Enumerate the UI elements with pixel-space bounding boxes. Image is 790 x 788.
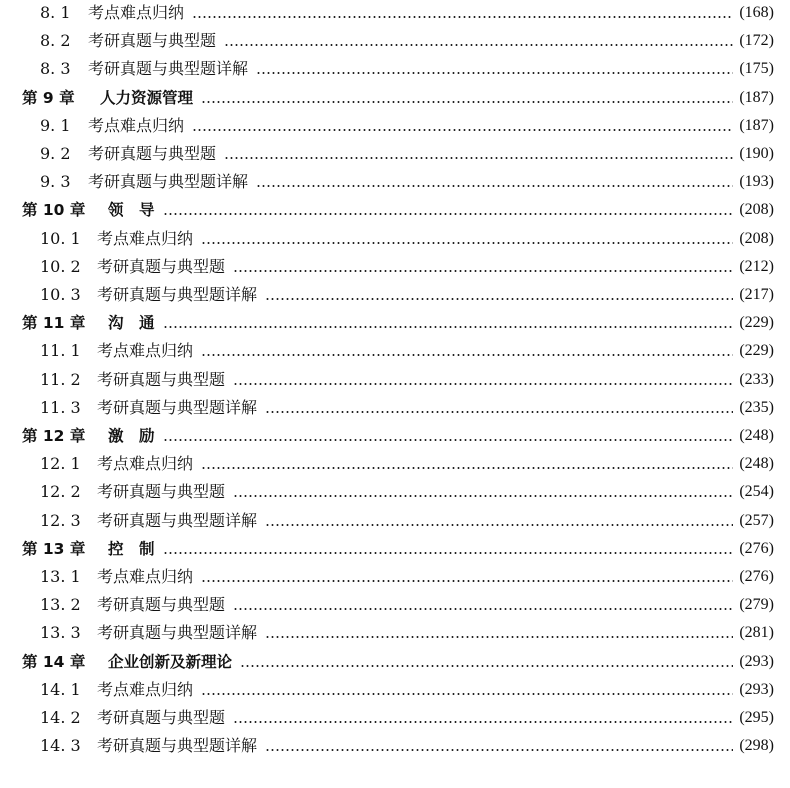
- dot-leader: [224, 157, 733, 159]
- dot-leader: [233, 721, 733, 723]
- section-title: 考研真题与典型题: [97, 595, 226, 615]
- toc-section-row[interactable]: [0, 226, 790, 252]
- section-title: 考研真题与典型题详解: [88, 172, 249, 192]
- section-number: 10. 2: [40, 256, 81, 276]
- chapter-title: 企业创新及新理论: [108, 652, 233, 671]
- dot-leader: [265, 298, 733, 300]
- toc-section-row[interactable]: [0, 338, 790, 364]
- toc-section-row[interactable]: [0, 367, 790, 393]
- toc-section-row[interactable]: [0, 254, 790, 280]
- toc-chapter-row[interactable]: [0, 85, 790, 111]
- page-number: (187): [739, 88, 774, 106]
- page-number: (233): [739, 370, 774, 388]
- dot-leader: [265, 749, 733, 751]
- dot-leader: [201, 467, 733, 469]
- toc-section-row[interactable]: [0, 677, 790, 703]
- chapter-number: 第 12 章: [22, 427, 86, 445]
- dot-leader: [265, 411, 733, 413]
- page-number: (279): [739, 596, 774, 614]
- chapter-title: 激 励: [108, 427, 155, 445]
- toc-section-row[interactable]: [0, 395, 790, 421]
- section-number: 14. 2: [40, 708, 81, 727]
- section-title: 考点难点归纳: [97, 567, 194, 586]
- toc-chapter-row[interactable]: [0, 649, 790, 675]
- dot-leader: [233, 608, 733, 610]
- chapter-title: 控 制: [108, 539, 155, 558]
- dot-leader: [240, 665, 733, 667]
- chapter-title: 沟 通: [108, 314, 155, 333]
- dot-leader: [201, 693, 733, 695]
- page-number: (212): [739, 257, 774, 275]
- section-title: 考研真题与典型题: [97, 369, 226, 389]
- dot-leader: [265, 524, 733, 526]
- toc-section-row[interactable]: [0, 592, 790, 618]
- toc-section-row[interactable]: [0, 508, 790, 534]
- section-number: 8. 1: [40, 3, 71, 22]
- toc-section-row[interactable]: [0, 113, 790, 139]
- dot-leader: [163, 439, 733, 441]
- chapter-number: 第 10 章: [22, 201, 86, 220]
- section-title: 考研真题与典型题: [88, 144, 217, 163]
- dot-leader: [224, 44, 733, 46]
- toc-chapter-row[interactable]: [0, 536, 790, 562]
- dot-leader: [192, 16, 733, 18]
- page-number: (217): [739, 286, 774, 303]
- toc-section-row[interactable]: [0, 282, 790, 308]
- dot-leader: [201, 101, 733, 103]
- section-number: 9. 2: [40, 144, 71, 163]
- page-number: (168): [739, 4, 774, 21]
- toc-section-row[interactable]: [0, 169, 790, 195]
- section-title: 考研真题与典型题详解: [97, 397, 258, 417]
- section-title: 考点难点归纳: [88, 115, 185, 135]
- page-number: (235): [739, 398, 774, 416]
- toc-chapter-row[interactable]: [0, 423, 790, 449]
- toc-section-row[interactable]: [0, 479, 790, 505]
- dot-leader: [163, 552, 733, 554]
- section-number: 11. 3: [40, 397, 81, 417]
- section-number: 9. 1: [40, 115, 71, 135]
- section-number: 13. 3: [40, 623, 81, 643]
- section-title: 考研真题与典型题详解: [97, 736, 258, 756]
- dot-leader: [163, 213, 733, 215]
- section-number: 12. 1: [40, 454, 81, 474]
- page-number: (193): [739, 173, 774, 191]
- section-title: 考研真题与典型题: [97, 708, 226, 727]
- chapter-title: 人力资源管理: [100, 88, 194, 107]
- page-number: (295): [739, 709, 774, 726]
- section-title: 考研真题与典型题: [97, 482, 226, 502]
- toc-section-row[interactable]: [0, 564, 790, 590]
- toc-section-row[interactable]: [0, 733, 790, 759]
- section-number: 10. 1: [40, 228, 81, 248]
- page-number: (248): [739, 455, 774, 473]
- dot-leader: [233, 270, 733, 272]
- section-title: 考研真题与典型题详解: [97, 285, 258, 304]
- dot-leader: [201, 242, 733, 244]
- section-number: 9. 3: [40, 172, 71, 192]
- page-number: (208): [739, 229, 774, 247]
- section-number: 10. 3: [40, 285, 81, 304]
- dot-leader: [233, 383, 733, 385]
- section-title: 考研真题与典型题: [97, 256, 226, 276]
- section-title: 考研真题与典型题详解: [97, 623, 258, 643]
- page-number: (229): [739, 342, 774, 360]
- toc-chapter-row[interactable]: [0, 310, 790, 336]
- page-number: (208): [739, 201, 774, 219]
- page-number: (175): [739, 60, 774, 78]
- toc-section-row[interactable]: [0, 0, 790, 26]
- section-title: 考点难点归纳: [97, 341, 194, 361]
- toc-section-row[interactable]: [0, 56, 790, 82]
- section-number: 11. 2: [40, 369, 81, 389]
- page-number: (248): [739, 427, 774, 444]
- page-number: (257): [739, 511, 774, 529]
- page-number: (276): [739, 568, 774, 585]
- section-title: 考研真题与典型题: [88, 31, 217, 51]
- dot-leader: [233, 495, 733, 497]
- section-number: 8. 3: [40, 59, 71, 79]
- section-title: 考研真题与典型题详解: [88, 59, 249, 79]
- page-number: (229): [739, 314, 774, 332]
- section-number: 11. 1: [40, 341, 81, 361]
- section-number: 13. 1: [40, 567, 81, 586]
- page-number: (190): [739, 145, 774, 162]
- page-number: (254): [739, 483, 774, 501]
- dot-leader: [256, 72, 733, 74]
- section-number: 8. 2: [40, 31, 71, 51]
- section-title: 考点难点归纳: [97, 679, 194, 699]
- page-number: (172): [739, 32, 774, 50]
- section-number: 14. 3: [40, 736, 81, 756]
- section-number: 14. 1: [40, 679, 81, 699]
- section-title: 考研真题与典型题详解: [97, 510, 258, 530]
- dot-leader: [201, 580, 733, 582]
- section-number: 12. 3: [40, 510, 81, 530]
- dot-leader: [201, 354, 733, 356]
- page-number: (293): [739, 680, 774, 698]
- dot-leader: [265, 636, 733, 638]
- toc-section-row[interactable]: [0, 705, 790, 731]
- page-number: (293): [739, 652, 774, 670]
- toc-section-row[interactable]: [0, 141, 790, 167]
- chapter-number: 第 11 章: [22, 314, 86, 333]
- page-number: (281): [739, 624, 774, 642]
- toc-chapter-row[interactable]: [0, 197, 790, 223]
- section-title: 考点难点归纳: [97, 454, 194, 474]
- chapter-title: 领 导: [108, 201, 155, 220]
- page-number: (276): [739, 539, 774, 557]
- section-number: 12. 2: [40, 482, 81, 502]
- dot-leader: [256, 185, 733, 187]
- chapter-number: 第 14 章: [22, 652, 86, 671]
- dot-leader: [163, 326, 733, 328]
- page-number: (298): [739, 737, 774, 755]
- toc-section-row[interactable]: [0, 451, 790, 477]
- page-number: (187): [739, 116, 774, 134]
- section-number: 13. 2: [40, 595, 81, 615]
- dot-leader: [192, 129, 733, 131]
- toc-section-row[interactable]: [0, 620, 790, 646]
- section-title: 考点难点归纳: [97, 228, 194, 248]
- toc-section-row[interactable]: [0, 28, 790, 54]
- section-title: 考点难点归纳: [88, 3, 185, 22]
- chapter-number: 第 9 章: [22, 88, 75, 107]
- chapter-number: 第 13 章: [22, 539, 86, 558]
